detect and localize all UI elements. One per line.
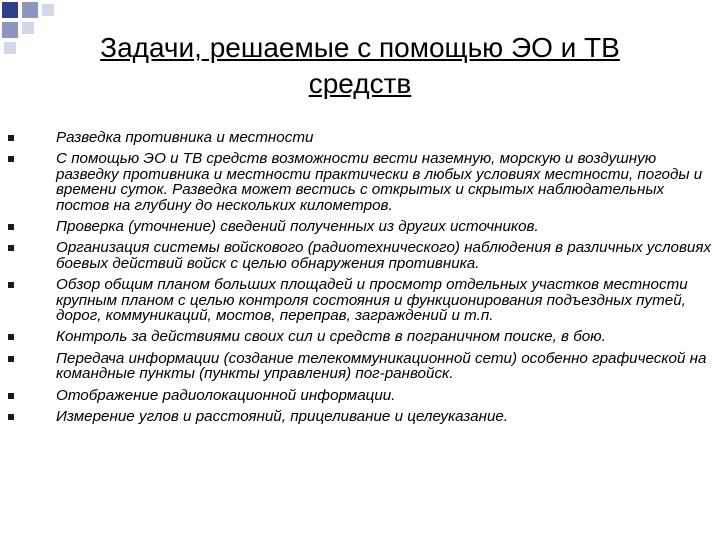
list-item-text: Разведка противника и местности	[56, 129, 314, 146]
list-item	[8, 277, 714, 323]
list-item-text: Отображение радиолокационной информации.	[56, 386, 396, 404]
list-item	[8, 388, 714, 403]
title-line-1: Задачи, решаемые с помощью ЭО и ТВ	[100, 32, 620, 63]
title-line-2: средств	[308, 68, 412, 99]
bullet-icon	[8, 224, 14, 230]
bullet-icon	[8, 414, 14, 420]
list-item-text: Проверка (уточнение) сведений полученных из других источников.	[56, 218, 539, 236]
list-item	[8, 351, 714, 382]
list-item-text: Организация системы войскового (радиотехнического) наблюдения в различных условиях боевых действий войск с целью обнаружения противника.	[56, 239, 712, 272]
task-list	[8, 130, 714, 425]
list-item	[8, 329, 714, 344]
list-item-text: Измерение углов и расстояний, прицеливание и целеуказание.	[56, 408, 509, 426]
list-item	[8, 219, 714, 234]
list-item	[8, 240, 714, 271]
list-item-text: Контроль за действиями своих сил и средств в пограничном поиске, в бою.	[56, 328, 606, 346]
bullet-icon	[8, 156, 14, 162]
slide-title	[40, 30, 680, 102]
bullet-icon	[8, 135, 14, 141]
bullet-icon	[8, 334, 14, 340]
list-item-text: Обзор общим планом больших площадей и просмотр отдельных участков местности крупным планом с целью контроля состояния и функционирования подъездных путей, дорог, коммуникаций, мостов, переправ, заграждений и т.п.	[56, 276, 688, 325]
list-item-text: С помощью ЭО и ТВ средств возможности вести наземную, морскую и воздушную разведку противника и местности практически в любых условиях местности, погоды и времени суток. Разведка может вестись с открытых и скрытых наблюдательных постов на глубину до нескольких километров.	[56, 150, 703, 214]
bullet-icon	[8, 393, 14, 399]
list-item	[8, 151, 714, 213]
list-item-text: Передача информации (создание телекоммуникационной сети) особенно графической на командные пункты (пункты управления) пог-ранвойск.	[56, 349, 707, 383]
bullet-icon	[8, 282, 14, 288]
bullet-icon	[8, 356, 14, 362]
list-item	[8, 130, 714, 145]
list-item	[8, 409, 714, 424]
bullet-icon	[8, 245, 14, 251]
